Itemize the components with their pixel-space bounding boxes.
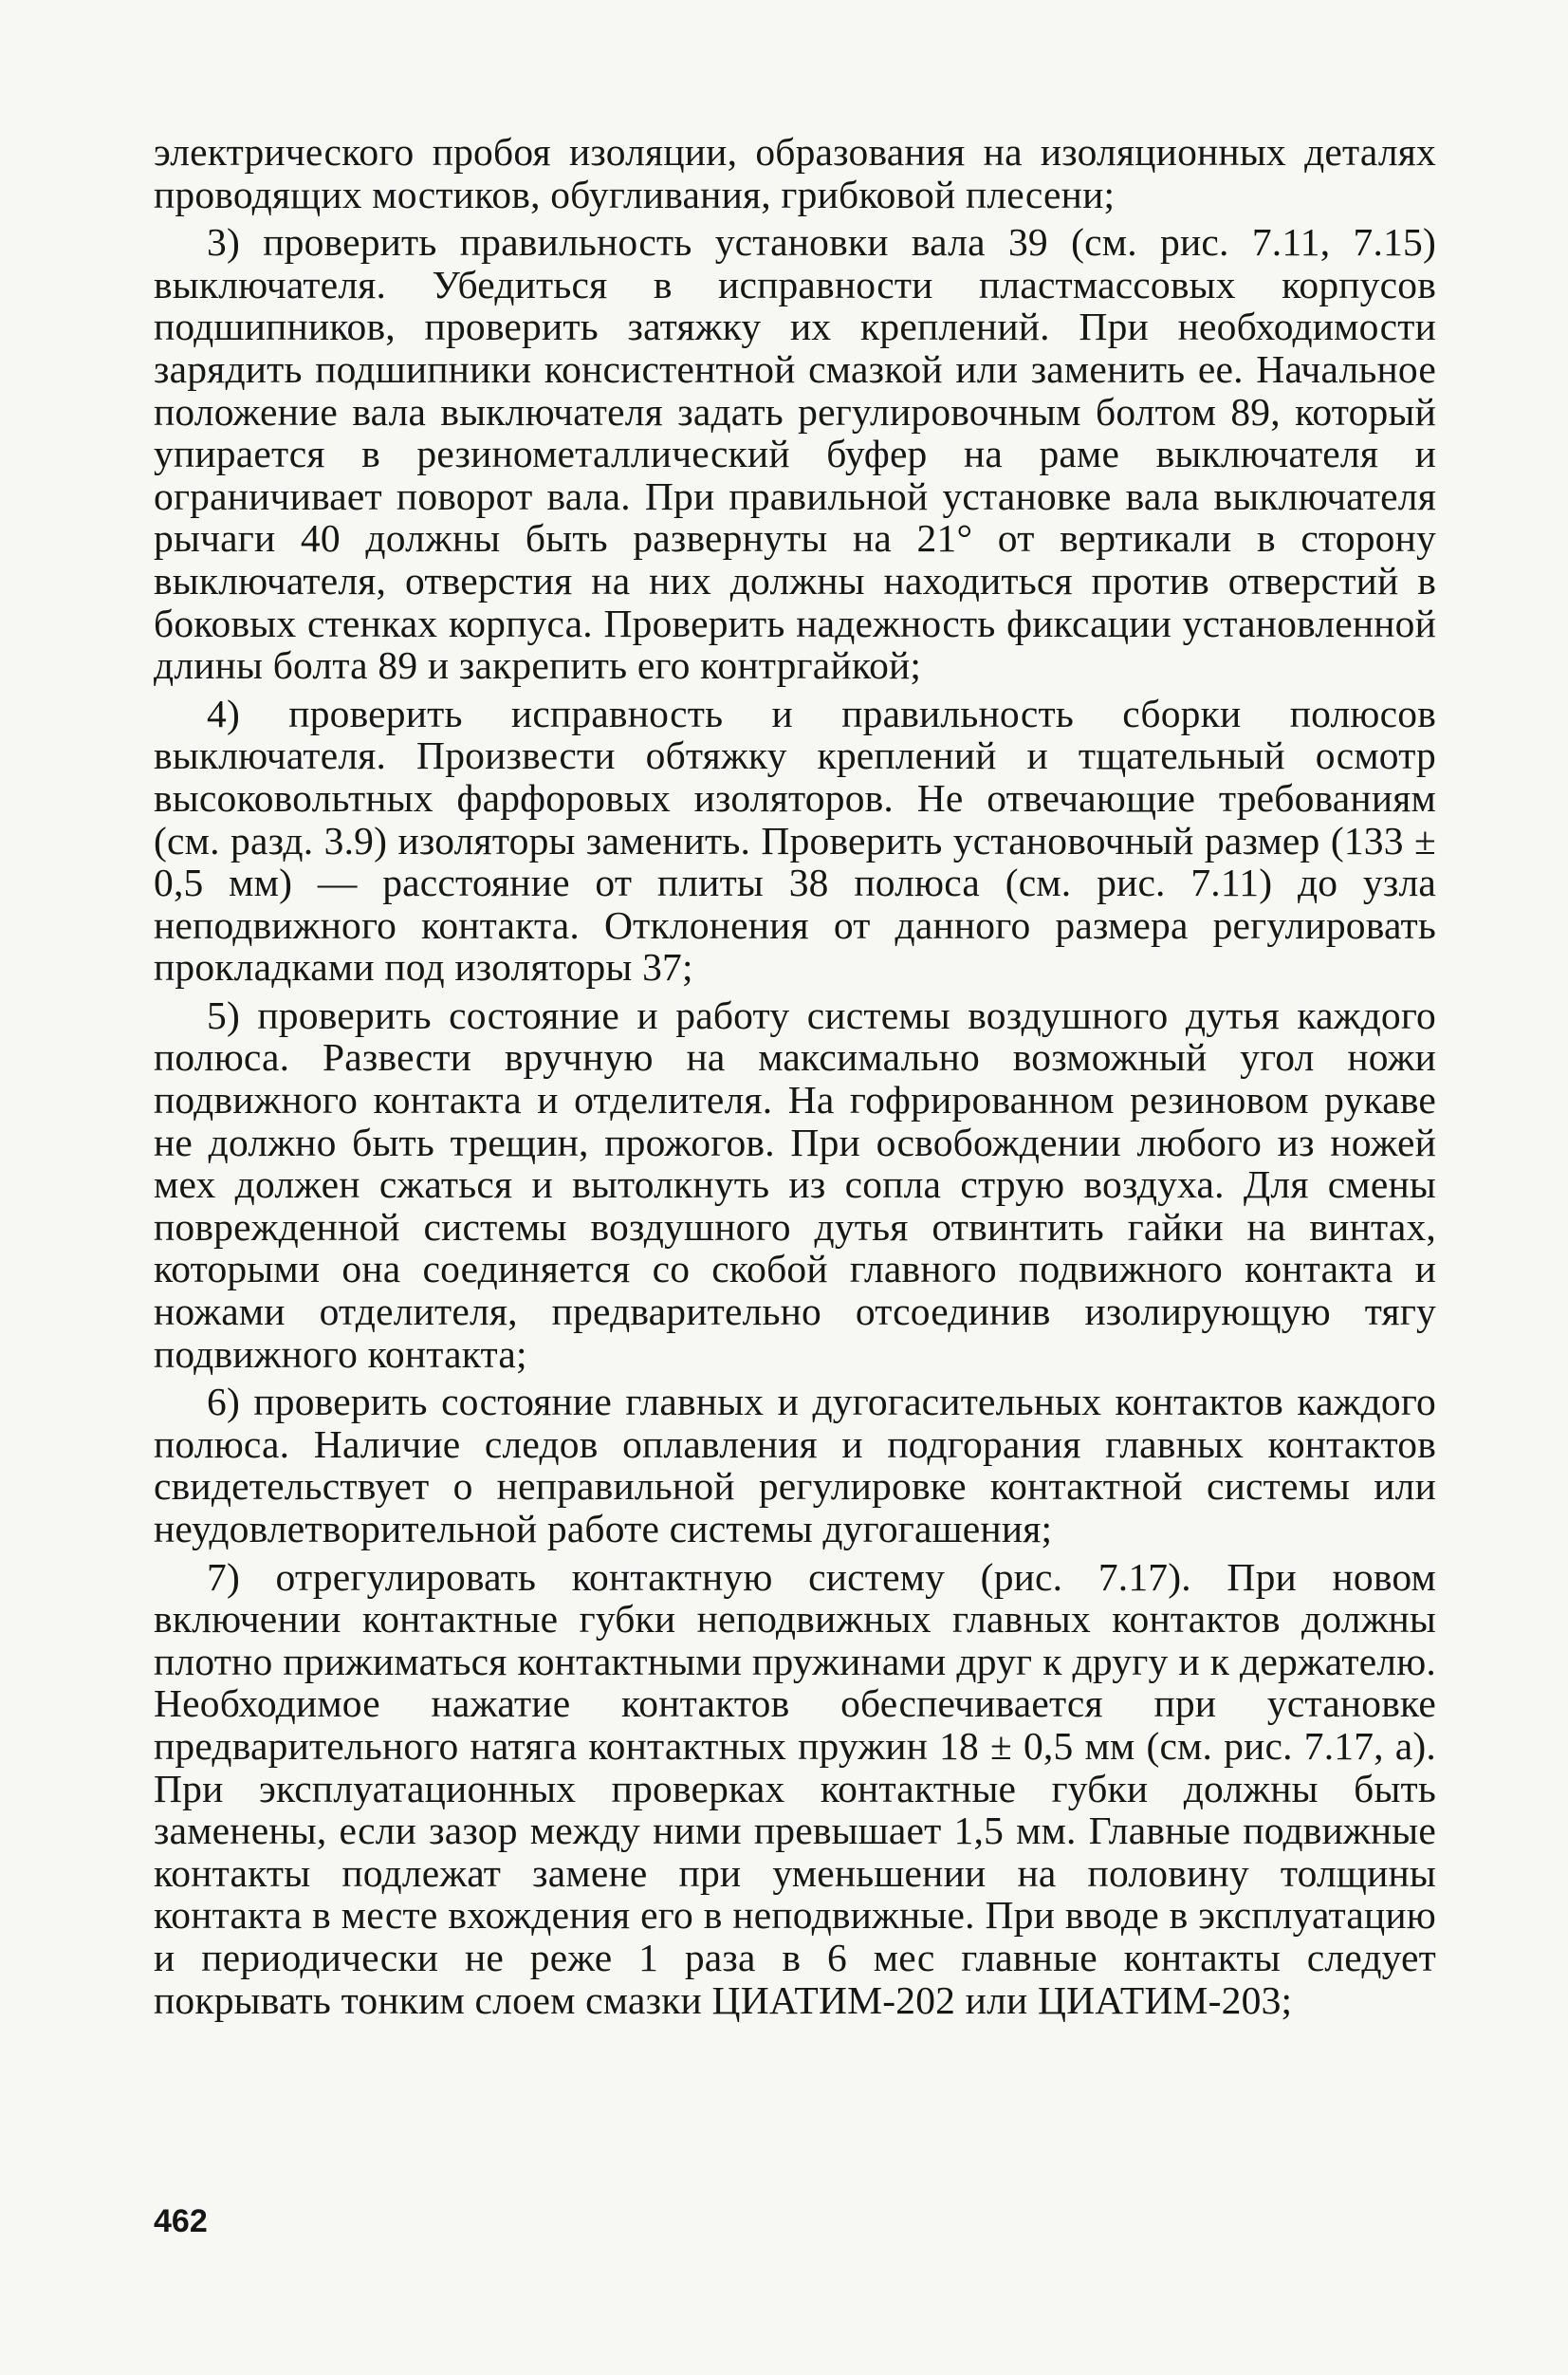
page-body bbox=[154, 131, 1436, 2027]
paragraph-item-3: 3) проверить правильность установки вала 39 (см. рис. 7.11, 7.15) выключателя. Убедиться в исправности пластмассовых корпусов подшипников, проверить затяжку их креплений. При необходимости зарядить подшипники консистентной смазкой или заменить ее. Начальное положение вала выключателя задать регулировочным болтом 89, который упирается в резинометаллический буфер на раме выключателя и ограничивает поворот вала. При правильной установке вала выключателя рычаги 40 должны быть развернуты на 21° от вертикали в сторону выключателя, отверстия на них должны находиться против отверстий в боковых стенках корпуса. Проверить надежность фиксации установленной длины болта 89 и закрепить его контргайкой; bbox=[154, 220, 1436, 688]
paragraph-item-4: 4) проверить исправность и правильность сборки полюсов выключателя. Произвести обтяжку креплений и тщательный осмотр высоковольтных фарфоровых изоляторов. Не отвечающие требованиям (см. разд. 3.9) изоляторы заменить. Проверить установочный размер (133 ± 0,5 мм) — расстояние от плиты 38 полюса (см. рис. 7.11) до узла неподвижного контакта. Отклонения от данного размера регулировать прокладками под изоляторы 37; bbox=[154, 691, 1436, 990]
paragraph-item-7: 7) отрегулировать контактную систему (рис. 7.17). При новом включении контактные губки неподвижных главных контактов должны плотно прижиматься контактными пружинами друг к другу и к держателю. Необходимое нажатие контактов обеспечивается при установке предварительного натяга контактных пружин 18 ± 0,5 мм (см. рис. 7.17, а). При эксплуатационных проверках контактные губки должны быть заменены, если зазор между ними превышает 1,5 мм. Главные подвижные контакты подлежат замене при уменьшении на половину толщины контакта в месте вхождения его в неподвижные. При вводе в эксплуатацию и периодически не реже 1 раза в 6 мес главные контакты следует покрывать тонким слоем смазки ЦИАТИМ-202 или ЦИАТИМ-203; bbox=[154, 1554, 1436, 2022]
paragraph-item-6: 6) проверить состояние главных и дугогасительных контактов каждого полюса. Наличие следов оплавления и подгорания главных контактов свидетельствует о неправильной регулировке контактной системы или неудовлетворительной работе системы дугогашения; bbox=[154, 1380, 1436, 1550]
paragraph-item-5: 5) проверить состояние и работу системы воздушного дутья каждого полюса. Развести вручную на максимально возможный угол ножи подвижного контакта и отделителя. На гофрированном резиновом рукаве не должно быть трещин, прожогов. При освобождении любого из ножей мех должен сжаться и вытолкнуть из сопла струю воздуха. Для смены поврежденной системы воздушного дутья отвинтить гайки на винтах, которыми она соединяется со скобой главного подвижного контакта и ножами отделителя, предварительно отсоединив изолирующую тягу подвижного контакта; bbox=[154, 993, 1436, 1376]
paragraph-continuation: электрического пробоя изоляции, образования на изоляционных деталях проводящих мостиков, обугливания, грибковой плесени; bbox=[154, 130, 1436, 216]
page-number: 462 bbox=[154, 2203, 208, 2239]
